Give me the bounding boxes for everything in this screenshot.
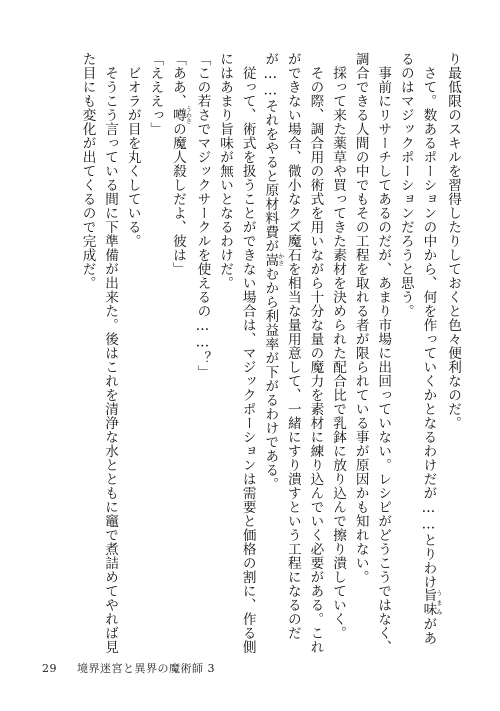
ruby-base: 嵩	[262, 252, 279, 267]
paragraph	[441, 52, 464, 658]
paragraph	[121, 52, 144, 658]
text-run: 「ああ、	[169, 52, 186, 108]
text-run: 事前にリサーチしてあるのだが、あまり市場に出回っていない。レシピがどうこうではなく、調合できる人間の中でもその工程を取れる者が限られている事が原因かも知れない。	[352, 52, 392, 654]
text-run: 「この若さでマジックサークルを使えるの……？」	[194, 52, 211, 379]
running-title: 境界迷宮と異界の魔術師 3	[77, 662, 215, 675]
paragraph	[166, 52, 191, 658]
text-run: り最低限のスキルを習得したりしておくと色々便利なのだ。	[445, 52, 461, 430]
text-run: 採って来た薬草や買ってきた素材を決められた配合比で乳鉢に放り込んで擦り潰していく。	[330, 65, 347, 640]
furigana-word	[262, 252, 284, 267]
text-run: その際、調合用の術式を用いながら十分な量の魔力を素材に練り込んでいく必要がある。これができない場合、微小なクズ魔石を相当な量用意して、一緒にすり潰すという工程になるのだが……それをやると原材料費が	[262, 52, 324, 654]
ruby-reading: うわさ	[184, 106, 192, 124]
paragraph	[213, 52, 258, 658]
paragraph	[326, 52, 349, 658]
ruby-reading: うまみ	[434, 588, 442, 617]
text-run: そうこう言っている間に下準備が出来た。後はこれを清浄な水とともに竈で煮詰めてやれば見た目にも変化が出てくるので完成だ。	[79, 52, 119, 654]
text-run: さて。数あるポーションの中から、何を作っていくかとなるわけだが……とりわけ	[420, 65, 437, 589]
ruby-base: 噂	[169, 106, 186, 124]
text-run: ビオラが目を丸くしている。	[124, 65, 141, 248]
ruby-reading: かさ	[276, 252, 284, 267]
paragraph	[259, 52, 327, 658]
body-text	[34, 52, 464, 658]
text-run: の魔人殺しだよ、彼は」	[169, 122, 186, 276]
furigana-word	[169, 106, 192, 124]
paragraph	[144, 52, 167, 658]
paragraph	[191, 52, 214, 658]
text-run: 従って、術式を扱うことができない場合は、マジックポーションは需要と価格の割に、作る側にはあまり旨味が無いとなるわけだ。	[217, 52, 256, 654]
paragraph	[349, 52, 394, 658]
ruby-base: 旨味	[420, 588, 437, 617]
text-run: があるのはマジックポーションだろうと思う。	[397, 52, 437, 645]
text-run: むから利益率が下がるわけである。	[262, 266, 279, 491]
furigana-word	[420, 588, 442, 617]
page-number: 29	[42, 662, 57, 675]
text-run: 「えええっ」	[147, 52, 164, 136]
paragraph	[76, 52, 121, 658]
paragraph	[394, 52, 441, 658]
page-footer	[42, 660, 215, 676]
